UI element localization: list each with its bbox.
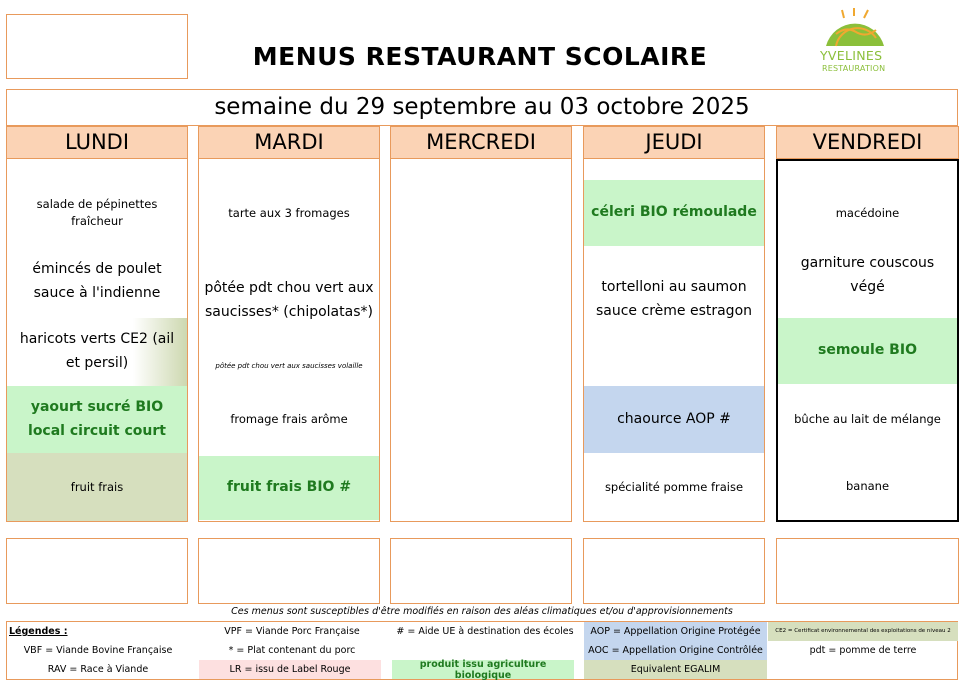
menu-item-lundi-plat: émincés de poulet sauce à l'indienne [32,261,162,301]
legend-lr: LR = issu de Label Rouge [199,660,381,679]
menu-item-lundi-dessert: fruit frais [7,453,187,521]
legend-rav: RAV = Race à Viande [47,664,149,675]
menu-item-jeudi-dessert: spécialité pomme fraise [604,479,744,494]
empty-header-box [6,14,188,79]
menu-item-vendredi-laitage: bûche au lait de mélange [794,412,941,427]
empty-box-jeudi [583,538,765,604]
legend-vpf: VPF = Viande Porc Française [224,626,360,637]
menu-item-mardi-plat: pôtée pdt chou vert aux saucisses* (chipolatas*) [204,280,374,320]
logo-sun-icon [806,8,904,50]
day-header-mercredi: MERCREDI [390,126,572,159]
empty-box-lundi [6,538,188,604]
legend-bio: produit issu agriculture biologique [392,660,574,679]
legend-hash: # = Aide UE à destination des écoles [396,626,574,637]
menu-item-vendredi-plat: garniture couscous végé [800,255,935,295]
legend-title: Légendes : [9,626,68,637]
menu-item-lundi-laitage: yaourt sucré BIO local circuit court [7,386,187,453]
logo-subtext: RESTAURATION [822,64,886,73]
legend-pdt: pdt = pomme de terre [809,645,917,656]
menu-item-mardi-dessert: fruit frais BIO # [199,456,379,520]
menu-item-mardi-entree: tarte aux 3 fromages [228,205,350,220]
menu-item-lundi-garniture: haricots verts CE2 (ail et persil) [7,318,187,386]
legend-vbf: VBF = Viande Bovine Française [23,645,173,656]
legend-ce2: CE2 = Certificat environnemental des exploitations de niveau 2 [768,622,958,641]
menu-item-vendredi-dessert: banane [845,479,890,494]
column-mercredi [390,126,572,522]
day-header-mardi: MARDI [198,126,380,159]
legend [6,621,958,680]
legend-aoc: AOC = Appellation Origine Contrôlée [584,641,767,660]
week-banner: semaine du 29 septembre au 03 octobre 2025 [6,89,958,126]
page-title: MENUS RESTAURANT SCOLAIRE [252,42,708,71]
menu-item-mardi-laitage: fromage frais arôme [230,412,348,427]
empty-box-mardi [198,538,380,604]
menu-item-vendredi-garniture: semoule BIO [778,318,957,384]
legend-egalim: Equivalent EGALIM [584,660,767,679]
logo-text: YVELINES [820,48,883,63]
legend-star: * = Plat contenant du porc [228,645,356,656]
day-header-lundi: LUNDI [6,126,188,159]
day-header-vendredi: VENDREDI [776,126,959,159]
day-header-jeudi: JEUDI [583,126,765,159]
menu-item-vendredi-entree: macédoine [835,205,900,220]
logo [806,8,904,76]
menu-item-lundi-entree: salade de pépinettes fraîcheur [36,197,158,228]
menu-item-jeudi-entree: céleri BIO rémoulade [584,180,764,246]
menu-item-jeudi-laitage: chaource AOP # [584,386,764,453]
disclaimer-note: Ces menus sont susceptibles d'être modifiés en raison des aléas climatiques et/ou d'approvisionnements [231,606,733,617]
empty-box-mercredi [390,538,572,604]
empty-box-vendredi [776,538,959,604]
menu-item-jeudi-plat: tortelloni au saumon sauce crème estragon [595,279,753,319]
legend-aop: AOP = Appellation Origine Protégée [584,622,767,641]
menu-item-mardi-alternative: pôtée pdt chou vert aux saucisses volaille [215,361,363,370]
